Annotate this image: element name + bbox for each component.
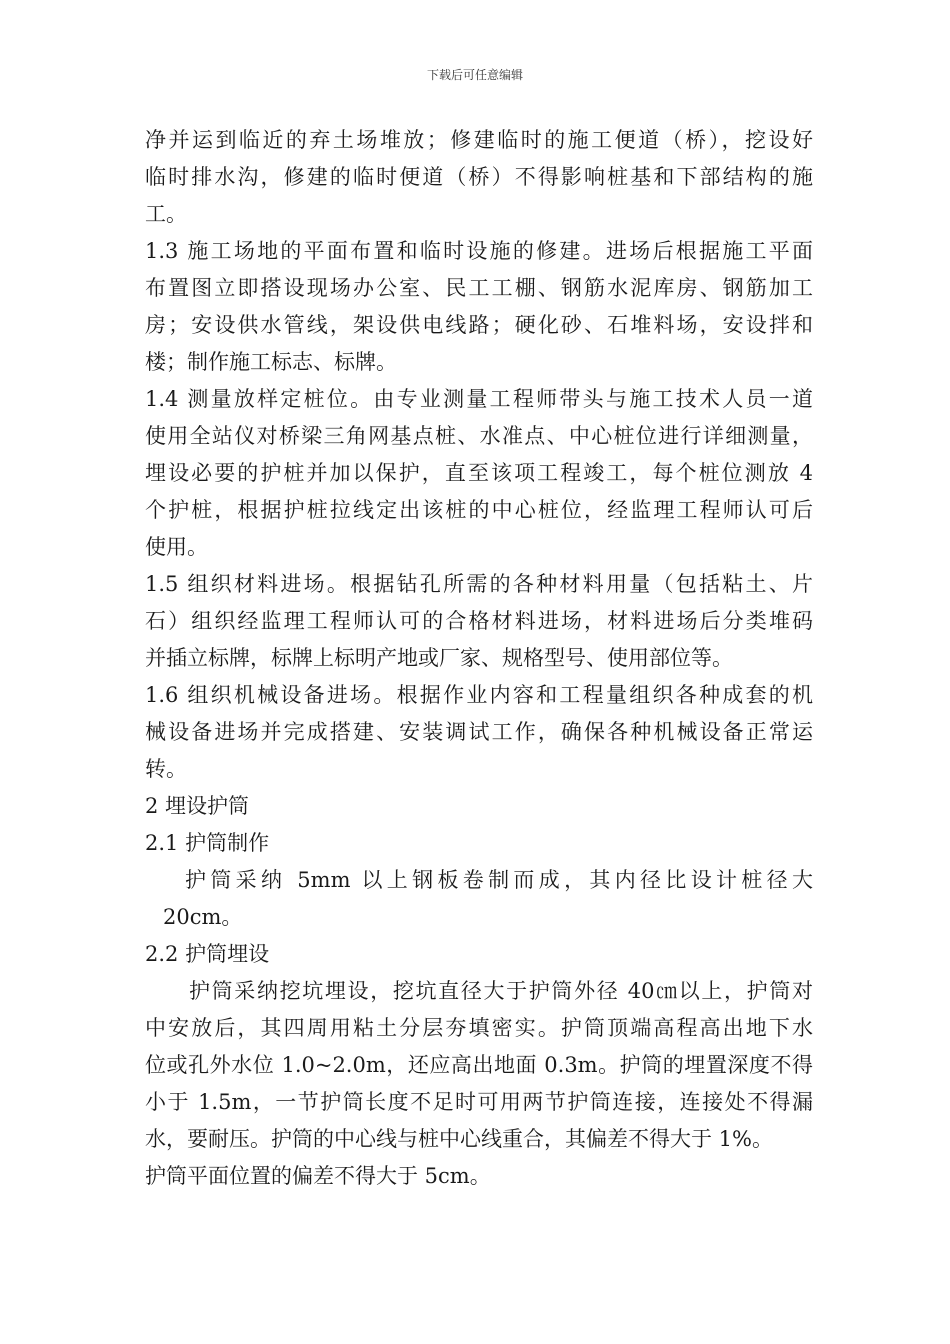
text-line: 工。 — [145, 202, 187, 226]
text-line: 中安放后，其四周用粘土分层夯填密实。护筒顶端高程高出地下水 — [145, 1016, 813, 1040]
text-line: 楼；制作施工标志、标牌。 — [145, 350, 397, 374]
text-line: 转。 — [145, 757, 187, 781]
subsection-heading: 2.2 护筒埋设 — [145, 942, 270, 966]
text-line: 位或孔外水位 1.0~2.0m，还应高出地面 0.3m。护筒的埋置深度不得 — [145, 1053, 813, 1077]
text-line: 布置图立即搭设现场办公室、民工工棚、钢筋水泥库房、钢筋加工 — [145, 276, 813, 300]
text-line: 临时排水沟，修建的临时便道（桥）不得影响桩基和下部结构的施 — [145, 165, 813, 189]
text-line: 护筒采纳挖坑埋设，挖坑直径大于护筒外径 40㎝以上，护筒对 — [189, 979, 813, 1003]
text-line: 1.4 测量放样定桩位。由专业测量工程师带头与施工技术人员一道 — [145, 387, 813, 411]
text-line: 使用全站仪对桥梁三角网基点桩、水准点、中心桩位进行详细测量， — [145, 424, 813, 448]
text-line: 水，要耐压。护筒的中心线与桩中心线重合，其偏差不得大于 1%。 — [145, 1127, 773, 1151]
text-line: 20cm。 — [163, 905, 243, 929]
text-line: 护筒采纳 5mm 以上钢板卷制而成，其内径比设计桩径大 — [185, 868, 813, 892]
text-line: 净并运到临近的弃土场堆放；修建临时的施工便道（桥），挖设好 — [145, 128, 813, 152]
page-header: 下载后可任意编辑 — [426, 68, 523, 82]
text-line: 石）组织经监理工程师认可的合格材料进场，材料进场后分类堆码 — [145, 609, 813, 633]
text-line: 个护桩，根据护桩拉线定出该桩的中心桩位，经监理工程师认可后 — [145, 498, 813, 522]
text-line: 小于 1.5m，一节护筒长度不足时可用两节护筒连接，连接处不得漏 — [145, 1090, 813, 1114]
text-line: 1.6 组织机械设备进场。根据作业内容和工程量组织各种成套的机 — [145, 683, 813, 707]
text-line: 1.3 施工场地的平面布置和临时设施的修建。进场后根据施工平面 — [145, 239, 813, 263]
subsection-heading: 2.1 护筒制作 — [145, 831, 270, 855]
text-line: 械设备进场并完成搭建、安装调试工作，确保各种机械设备正常运 — [145, 720, 813, 744]
text-line: 护筒平面位置的偏差不得大于 5cm。 — [145, 1164, 491, 1188]
text-line: 使用。 — [145, 535, 208, 559]
text-line: 埋设必要的护桩并加以保护，直至该项工程竣工，每个桩位测放 4 — [145, 461, 813, 485]
text-line: 1.5 组织材料进场。根据钻孔所需的各种材料用量（包括粘土、片 — [145, 572, 813, 596]
document-body — [145, 122, 813, 1195]
text-line: 房；安设供水管线，架设供电线路；硬化砂、石堆料场，安设拌和 — [145, 313, 813, 337]
section-heading: 2 埋设护筒 — [145, 794, 250, 818]
text-line: 并插立标牌，标牌上标明产地或厂家、规格型号、使用部位等。 — [145, 646, 733, 670]
